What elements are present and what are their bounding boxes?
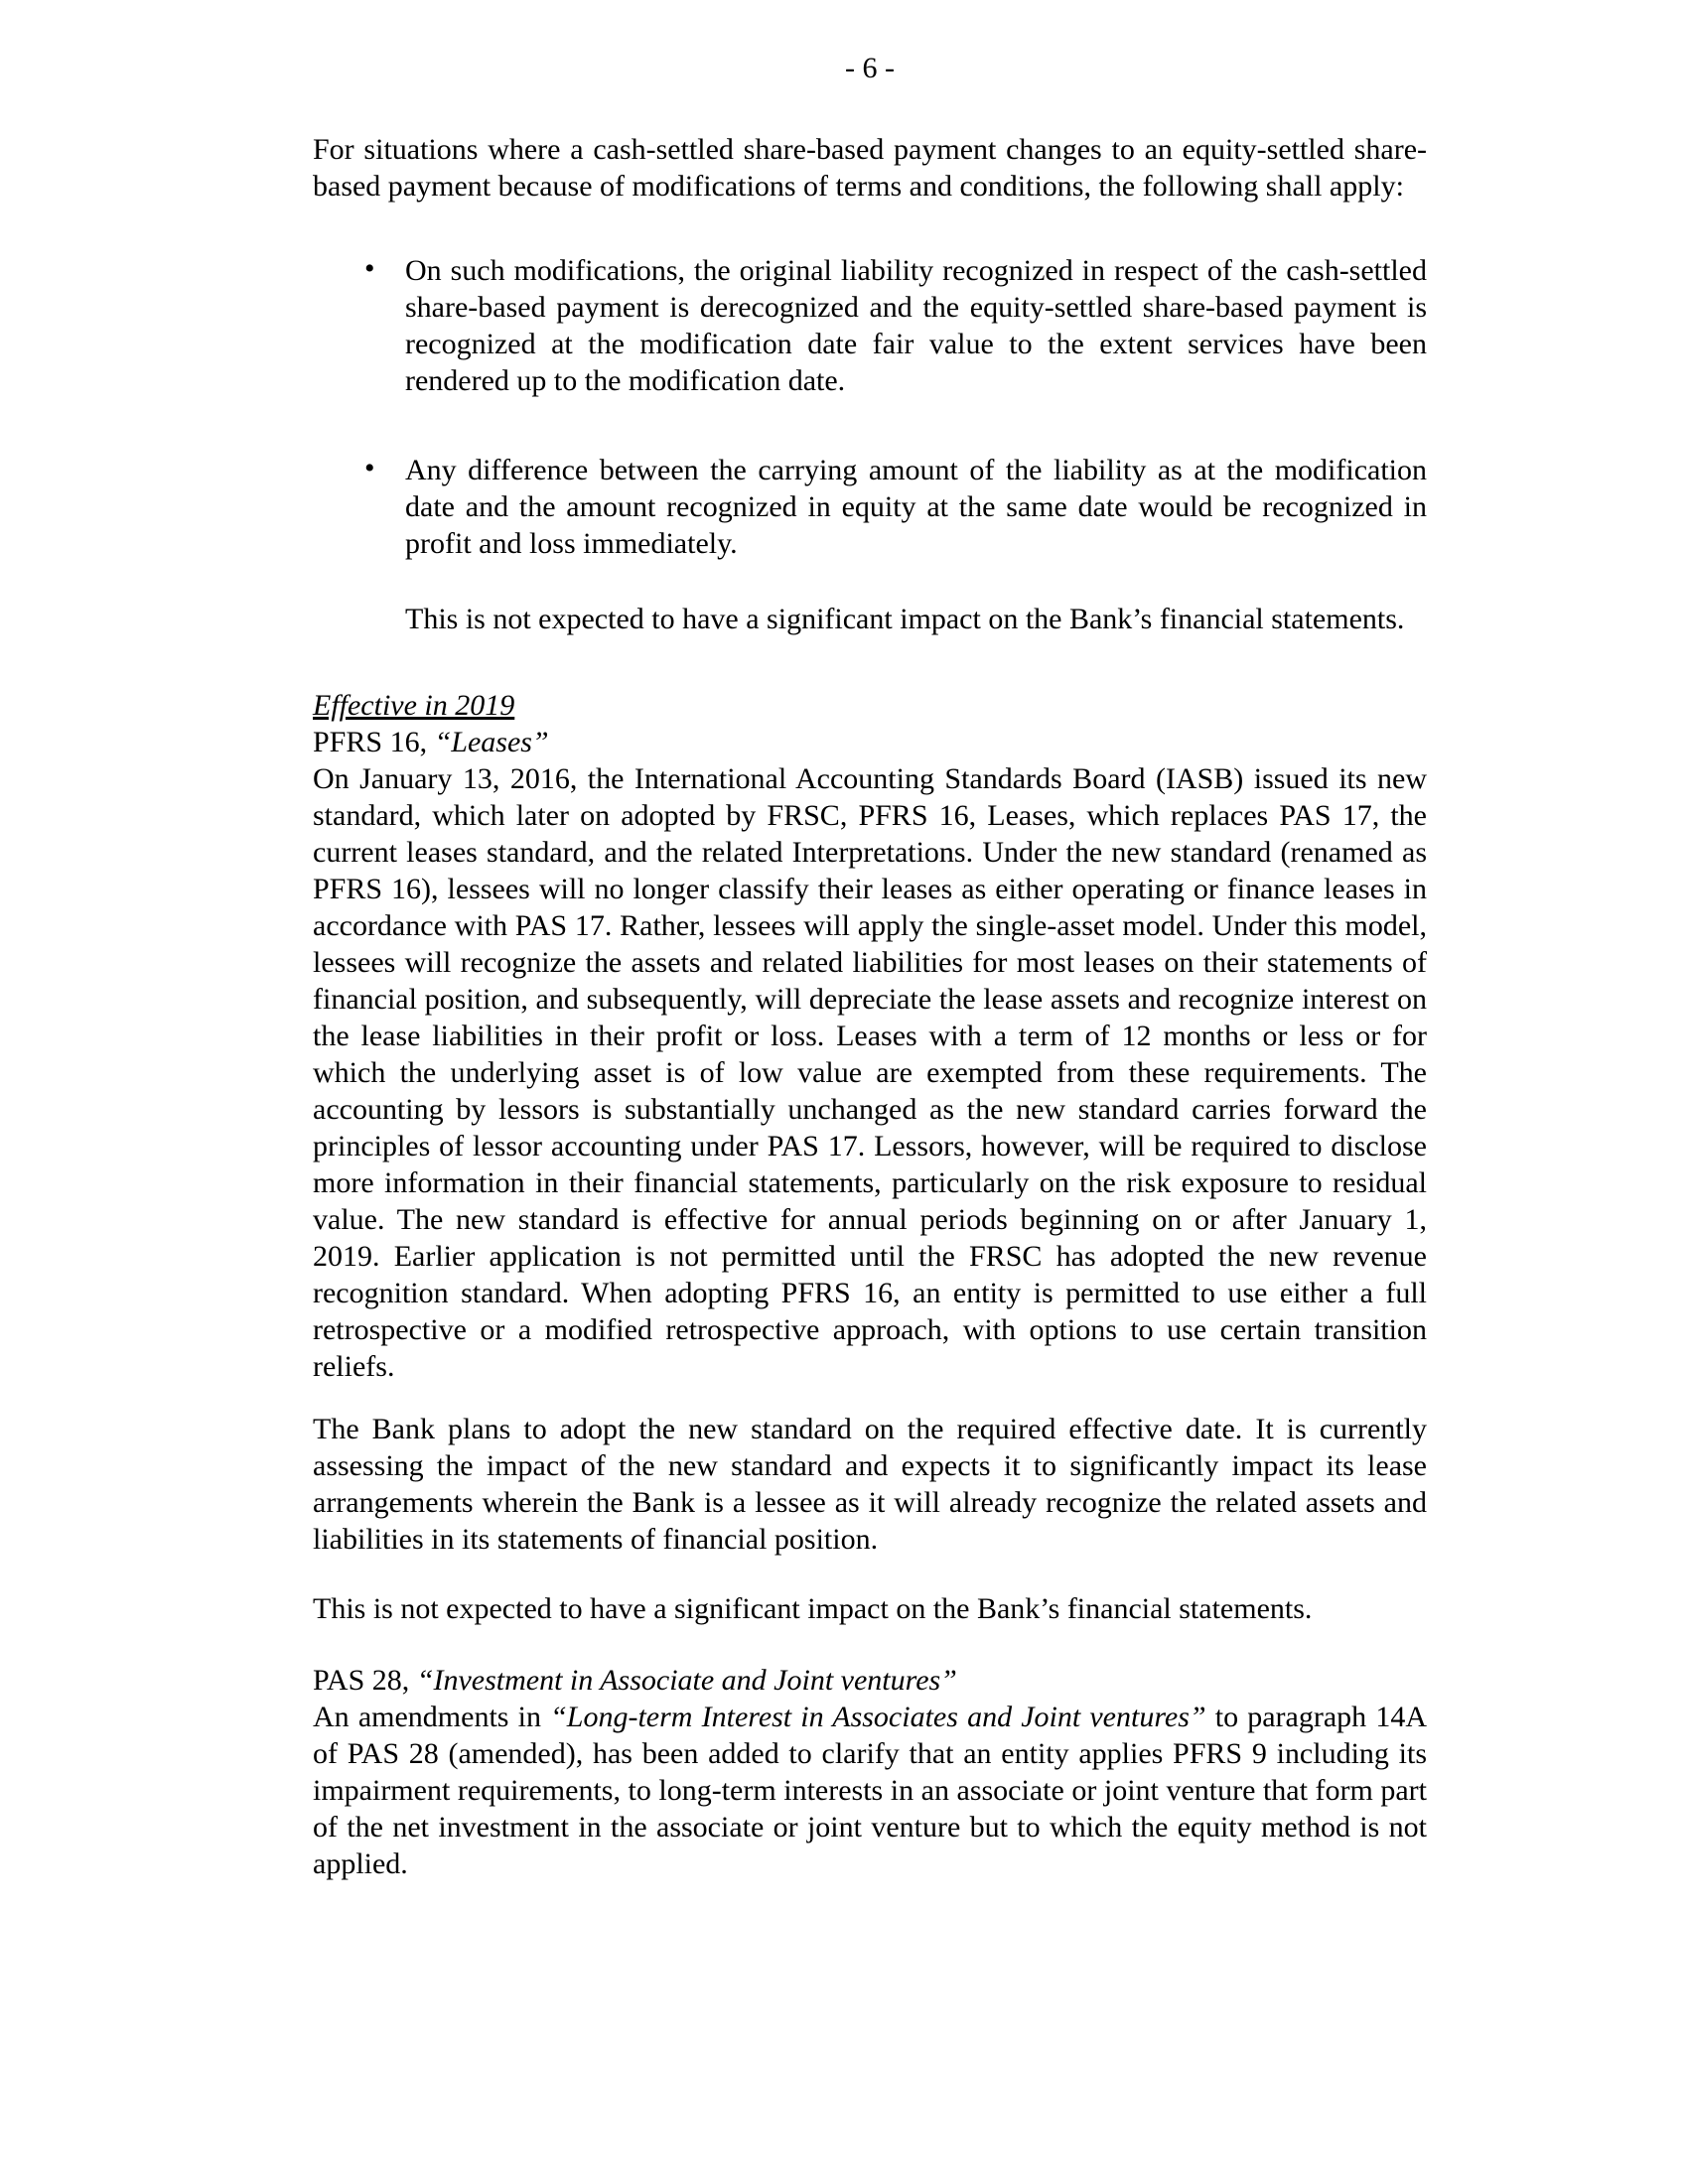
pfrs16-title-quoted: “Leases” — [434, 726, 549, 758]
pfrs16-body-paragraph: On January 13, 2016, the International Accounting Standards Board (IASB) issued its new standard, which later on adopted by FRSC, PFRS 16, Leases, which replaces PAS 17, the current leases standard, and the related Interpretations. Under the new standard (renamed as PFRS 16), lessees will no longer classify their leases as either operating or finance leases in accordance with PAS 17. Rather, lessees will apply the single-asset model. Under this model, lessees will recognize the assets and related liabilities for most leases on their statements of financial position, and subsequently, will depreciate the lease assets and recognize interest on the lease liabilities in their profit or loss. Leases with a term of 12 months or less or for which the underlying asset is of low value are exempted from these requirements. The accounting by lessors is substantially unchanged as the new standard carries forward the principles of lessor accounting under PAS 17. Lessors, however, will be required to disclose more information in their financial statements, particularly on the risk exposure to residual value. The new standard is effective for annual periods beginning on or after January 1, 2019. Earlier application is not permitted until the FRSC has adopted the new revenue recognition standard. When adopting PFRS 16, an entity is permitted to use either a full retrospective or a modified retrospective approach, with options to use certain transition reliefs. — [313, 762, 1427, 1383]
section-heading-effective-2019 — [313, 687, 1427, 724]
bullet-item-modifications — [313, 252, 1427, 399]
pas28-body-paragraph — [313, 1699, 1427, 1882]
bullet-list — [313, 252, 1427, 562]
bullet-item-difference — [313, 452, 1427, 562]
pas28-body-quoted: “Long-term Interest in Associates and Joint ventures” — [550, 1701, 1206, 1733]
bullet-item-text: Any difference between the carrying amount of the liability as at the modification date and the amount recognized in equity at the same date would be recognized in profit and loss immediately. — [405, 454, 1427, 560]
page-body — [313, 131, 1427, 1882]
pfrs16-impact-note: This is not expected to have a significant impact on the Bank’s financial statements. — [313, 1592, 1313, 1625]
pas28-body-after: to paragraph 14A of PAS 28 (amended), has been added to clarify that an entity applies PFRS 9 including its impairment requirements, to long-term interests in an associate or joint venture that form part of the net investment in the associate or joint venture but to which the equity method is not applied. — [313, 1701, 1427, 1880]
bullet-impact-note: This is not expected to have a significant impact on the Bank’s financial statements. — [405, 603, 1405, 635]
intro-paragraph: For situations where a cash-settled share-based payment changes to an equity-settled share-based payment because of modifications of terms and conditions, the following shall apply: — [313, 133, 1427, 203]
pas28-body-before: An amendments in — [313, 1701, 551, 1733]
bullet-item-text: On such modifications, the original liability recognized in respect of the cash-settled share-based payment is derecognized and the equity-settled share-based payment is recognized at the modification date fair value to the extent services have been rendered up to the modification date. — [405, 254, 1427, 397]
pfrs16-title-line — [313, 724, 1427, 760]
bullet-icon: • — [364, 252, 375, 285]
pas28-title-line — [313, 1662, 1427, 1699]
bullet-icon: • — [364, 452, 375, 484]
pas28-title-prefix: PAS 28, — [313, 1664, 417, 1697]
pfrs16-title-prefix: PFRS 16, — [313, 726, 435, 758]
section-heading-text: Effective in 2019 — [313, 689, 515, 722]
page-number: - 6 - — [845, 52, 895, 84]
pas28-title-quoted: “Investment in Associate and Joint ventures” — [416, 1664, 957, 1697]
pfrs16-adoption-paragraph: The Bank plans to adopt the new standard on the required effective date. It is currently assessing the impact of the new standard and expects it to significantly impact its lease arrangements wherein the Bank is a lessee as it will already recognize the related assets and liabilities in its statements of financial position. — [313, 1413, 1427, 1556]
